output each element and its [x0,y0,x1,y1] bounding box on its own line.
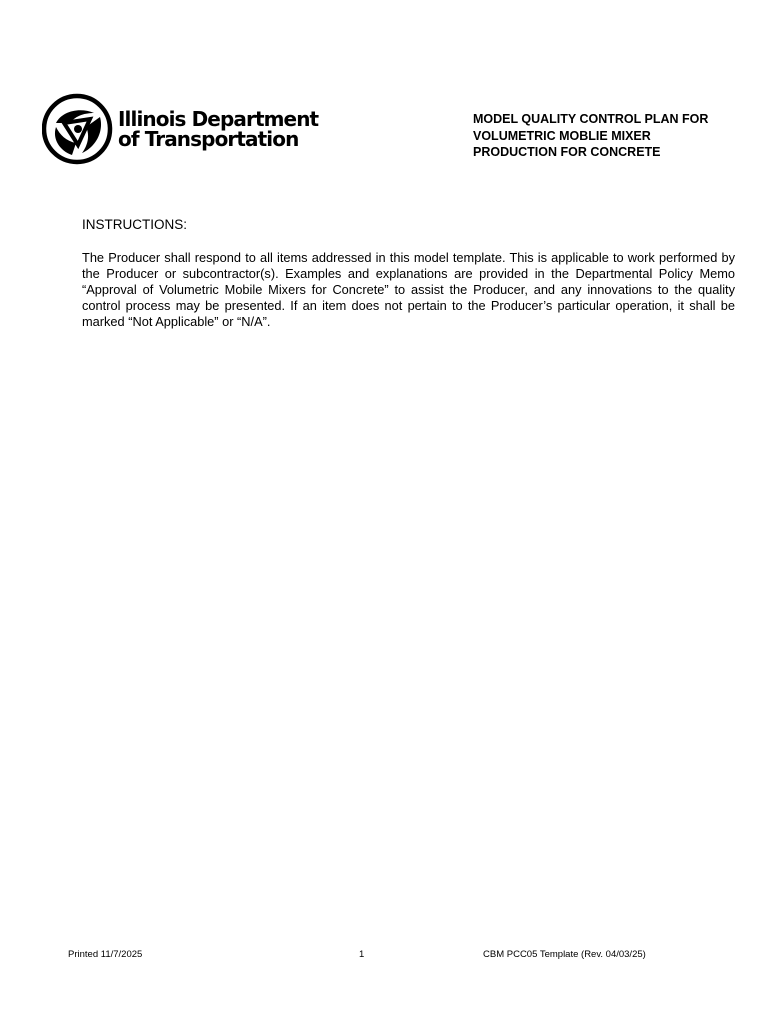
document-title [473,111,763,161]
footer-printed-date: Printed 11/7/2025 [68,949,143,960]
logo-wordmark [118,109,318,149]
footer-template-id: CBM PCC05 Template (Rev. 04/03/25) [483,949,646,960]
instructions-paragraph: The Producer shall respond to all items addressed in this model template. This is applicable to work performed by the Producer or subcontractor(s). Examples and explanations are provided in the Departmental Policy Memo “Approval of Volumetric Mobile Mixers for Concrete” to assist the Producer, and any innovations to the quality control process may be presented. If an item does not pertain to the Producer’s particular operation, it shall be marked “Not Applicable” or “N/A”. [82,250,735,329]
logo-line-1: Illinois Department [118,107,319,131]
title-line-1: MODEL QUALITY CONTROL PLAN FOR [473,112,709,126]
logo-line-2: of Transportation [118,127,299,151]
idot-emblem-icon [42,93,114,165]
title-line-2: VOLUMETRIC MOBLIE MIXER [473,128,651,143]
title-line-3: PRODUCTION FOR CONCRETE [473,145,661,160]
footer-page-number: 1 [359,949,365,960]
instructions-heading: INSTRUCTIONS: [82,217,188,232]
idot-logo [42,93,319,167]
